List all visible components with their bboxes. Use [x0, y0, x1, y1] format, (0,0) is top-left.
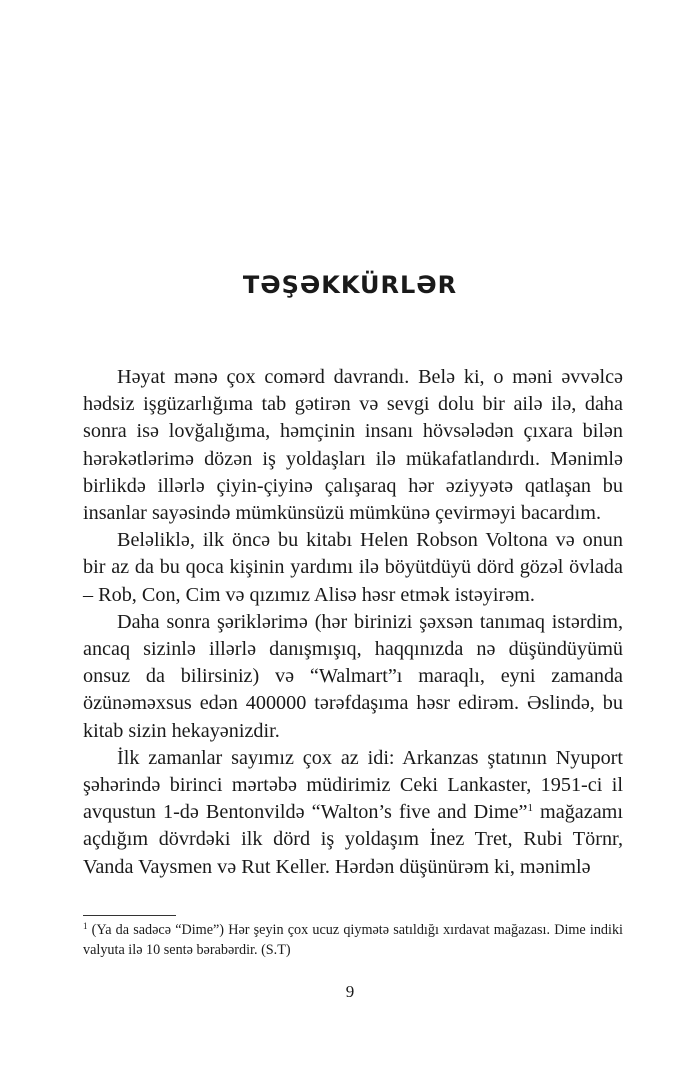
paragraph-2: Beləliklə, ilk öncə bu kitabı Helen Robson Voltona və onun bir az da bu qoca kişinin yardımı ilə böyütdüyü dörd gözəl övlada – Rob, Con, Cim və qızımız Alisə həsr etmək istəyirəm. [83, 529, 623, 606]
chapter-title: TƏŞƏKKÜRLƏR [242, 271, 458, 299]
paragraph-4 [83, 745, 623, 881]
paragraph-4-part-1: İlk zamanlar sayımız çox az idi: Arkanzas ştatının Nyuport şəhərində birinci mərtəbə müdirimiz Ceki Lankaster, 1951-ci il avqustun 1-də Bentonvildə “Walton’s five and Dime” [83, 746, 623, 824]
paragraph-3: Daha sonra şəriklərimə (hər birinizi şəxsən tanımaq istərdim, ancaq sizinlə illərlə danışmışıq, haqqınızda nə düşündüyümü onsuz da bilirsiniz) və “Walmart”ı maraqlı, eyni zamanda özünəməxsus edən 400000 tərəfdaşıma həsr edirəm. Əslində, bu kitab sizin hekayənizdir. [83, 610, 623, 742]
page-number: 9 [345, 982, 355, 1001]
footnote-text: (Ya da sadəcə “Dime”) Hər şeyin çox ucuz qiymətə satıldığı xırdavat mağazası. Dime indiki valyuta ilə 10 sentə bərabərdir. (S.T) [83, 922, 623, 958]
footnote-reference: 1 [527, 802, 533, 815]
footnote-mark: 1 [83, 921, 88, 931]
body-text [83, 364, 623, 881]
paragraph-1: Həyat mənə çox comərd davrandı. Belə ki, o məni əvvəlcə hədsiz işgüzarlığıma tab gətirən və sevgi dolu bir ailə ilə, daha sonra isə lovğalığıma, həmçinin insanı hövsələdən çıxara bilən hərəkətlərimə dözən iş yoldaşları ilə mükafatlandırdı. Mənimlə birlikdə illərlə çiyin-çiyinə çalışaraq hər əziyyətə qatlaşan bu insanlar sayəsində mümkünsüzü mümkünə çevirməyi bacardım. [83, 366, 623, 525]
footnote [83, 921, 623, 960]
paragraph-4-part-2: mağazamı açdığım dövrdəki ilk dörd iş yoldaşım İnez Tret, Rubi Törnr, Vanda Vaysmen və Rut Keller. Hərdən düşünürəm ki, mənimlə [83, 801, 623, 878]
footnote-divider [83, 915, 176, 916]
